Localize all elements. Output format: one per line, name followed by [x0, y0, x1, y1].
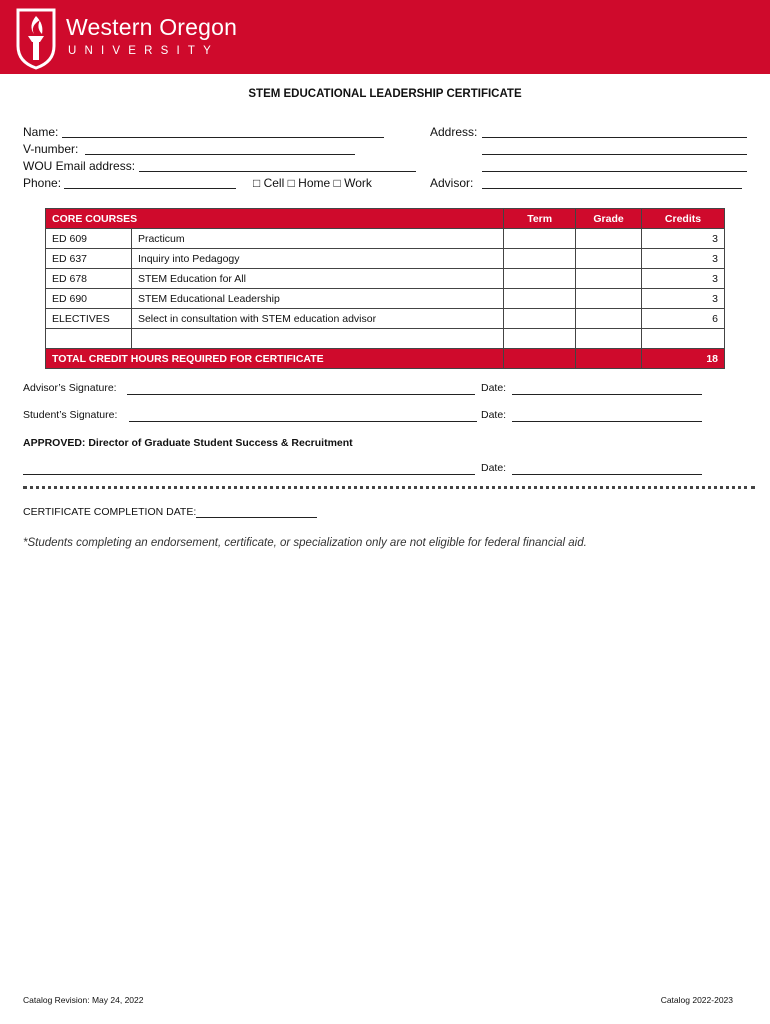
credits-cell: 3 — [642, 249, 725, 269]
table-row — [46, 229, 725, 249]
catalog-revision: Catalog Revision: May 24, 2022 — [23, 995, 144, 1005]
term-cell[interactable] — [504, 229, 576, 249]
empty-cell[interactable] — [642, 329, 725, 349]
table-row — [46, 249, 725, 269]
phone-type-options[interactable]: □ Cell □ Home □ Work — [253, 176, 372, 190]
header-credits: Credits — [642, 209, 725, 229]
empty-cell[interactable] — [131, 329, 503, 349]
phone-field[interactable] — [64, 188, 236, 189]
term-cell[interactable] — [504, 309, 576, 329]
university-subtitle: UNIVERSITY — [68, 45, 220, 57]
advisor-signature-field[interactable] — [127, 394, 475, 395]
course-code: ED 678 — [46, 269, 132, 289]
header-term: Term — [504, 209, 576, 229]
phone-label: Phone: — [23, 176, 62, 190]
course-title: STEM Education for All — [131, 269, 503, 289]
empty-table-row — [46, 329, 725, 349]
total-credits: 18 — [642, 349, 725, 369]
credits-cell: 3 — [642, 289, 725, 309]
name-label: Name: — [23, 125, 59, 139]
header-grade: Grade — [576, 209, 642, 229]
course-code: ED 609 — [46, 229, 132, 249]
course-title: Select in consultation with STEM education advisor — [131, 309, 503, 329]
student-signature-field[interactable] — [129, 421, 477, 422]
completion-date-label: CERTIFICATE COMPLETION DATE: — [23, 506, 197, 518]
university-name: Western Oregon — [66, 14, 238, 40]
address-field-line3[interactable] — [482, 171, 747, 172]
total-label: TOTAL CREDIT HOURS REQUIRED FOR CERTIFICATE — [46, 349, 504, 369]
page-title: STEM EDUCATIONAL LEADERSHIP CERTIFICATE — [248, 88, 522, 100]
term-cell[interactable] — [504, 269, 576, 289]
vnumber-label: V-number: — [23, 142, 79, 156]
email-label: WOU Email address: — [23, 159, 136, 173]
grade-cell[interactable] — [576, 309, 642, 329]
advisor-signature-label: Advisor’s Signature: — [23, 382, 117, 394]
course-title: Inquiry into Pedagogy — [131, 249, 503, 269]
address-field-line2[interactable] — [482, 154, 747, 155]
course-code: ELECTIVES — [46, 309, 132, 329]
header-core-courses: CORE COURSES — [46, 209, 504, 229]
course-code: ED 690 — [46, 289, 132, 309]
grade-cell[interactable] — [576, 249, 642, 269]
course-title: STEM Educational Leadership — [131, 289, 503, 309]
advisor-date-label: Date: — [481, 382, 507, 394]
term-cell[interactable] — [504, 289, 576, 309]
term-cell[interactable] — [504, 249, 576, 269]
credits-cell: 6 — [642, 309, 725, 329]
advisor-label: Advisor: — [430, 176, 474, 190]
director-date-field[interactable] — [512, 474, 702, 475]
grade-cell[interactable] — [576, 289, 642, 309]
table-header-row — [46, 209, 725, 229]
credits-cell: 3 — [642, 229, 725, 249]
total-term-cell — [504, 349, 576, 369]
table-row — [46, 289, 725, 309]
director-date-label: Date: — [481, 462, 507, 474]
student-date-field[interactable] — [512, 421, 702, 422]
credits-cell: 3 — [642, 269, 725, 289]
empty-cell[interactable] — [504, 329, 576, 349]
course-table — [45, 208, 725, 369]
header-banner — [0, 0, 770, 74]
table-row — [46, 269, 725, 289]
torch-logo-icon — [12, 6, 60, 70]
total-grade-cell — [576, 349, 642, 369]
table-row — [46, 309, 725, 329]
completion-date-field[interactable] — [196, 517, 317, 518]
financial-aid-note: *Students completing an endorsement, certificate, or specialization only are not eligible for federal financial aid. — [23, 537, 587, 549]
director-signature-field[interactable] — [23, 474, 475, 475]
advisor-field[interactable] — [482, 188, 742, 189]
vnumber-field[interactable] — [85, 154, 355, 155]
address-label: Address: — [430, 125, 478, 139]
dotted-divider — [23, 486, 755, 489]
empty-cell[interactable] — [576, 329, 642, 349]
student-date-label: Date: — [481, 409, 507, 421]
advisor-date-field[interactable] — [512, 394, 702, 395]
catalog-year: Catalog 2022-2023 — [660, 995, 733, 1005]
course-title: Practicum — [131, 229, 503, 249]
empty-cell[interactable] — [46, 329, 132, 349]
address-field-line1[interactable] — [482, 137, 747, 138]
approved-label: APPROVED: Director of Graduate Student Success & Recruitment — [23, 437, 353, 449]
name-field[interactable] — [62, 137, 384, 138]
course-code: ED 637 — [46, 249, 132, 269]
grade-cell[interactable] — [576, 229, 642, 249]
email-field[interactable] — [139, 171, 416, 172]
student-signature-label: Student’s Signature: — [23, 409, 118, 421]
total-row — [46, 349, 725, 369]
grade-cell[interactable] — [576, 269, 642, 289]
